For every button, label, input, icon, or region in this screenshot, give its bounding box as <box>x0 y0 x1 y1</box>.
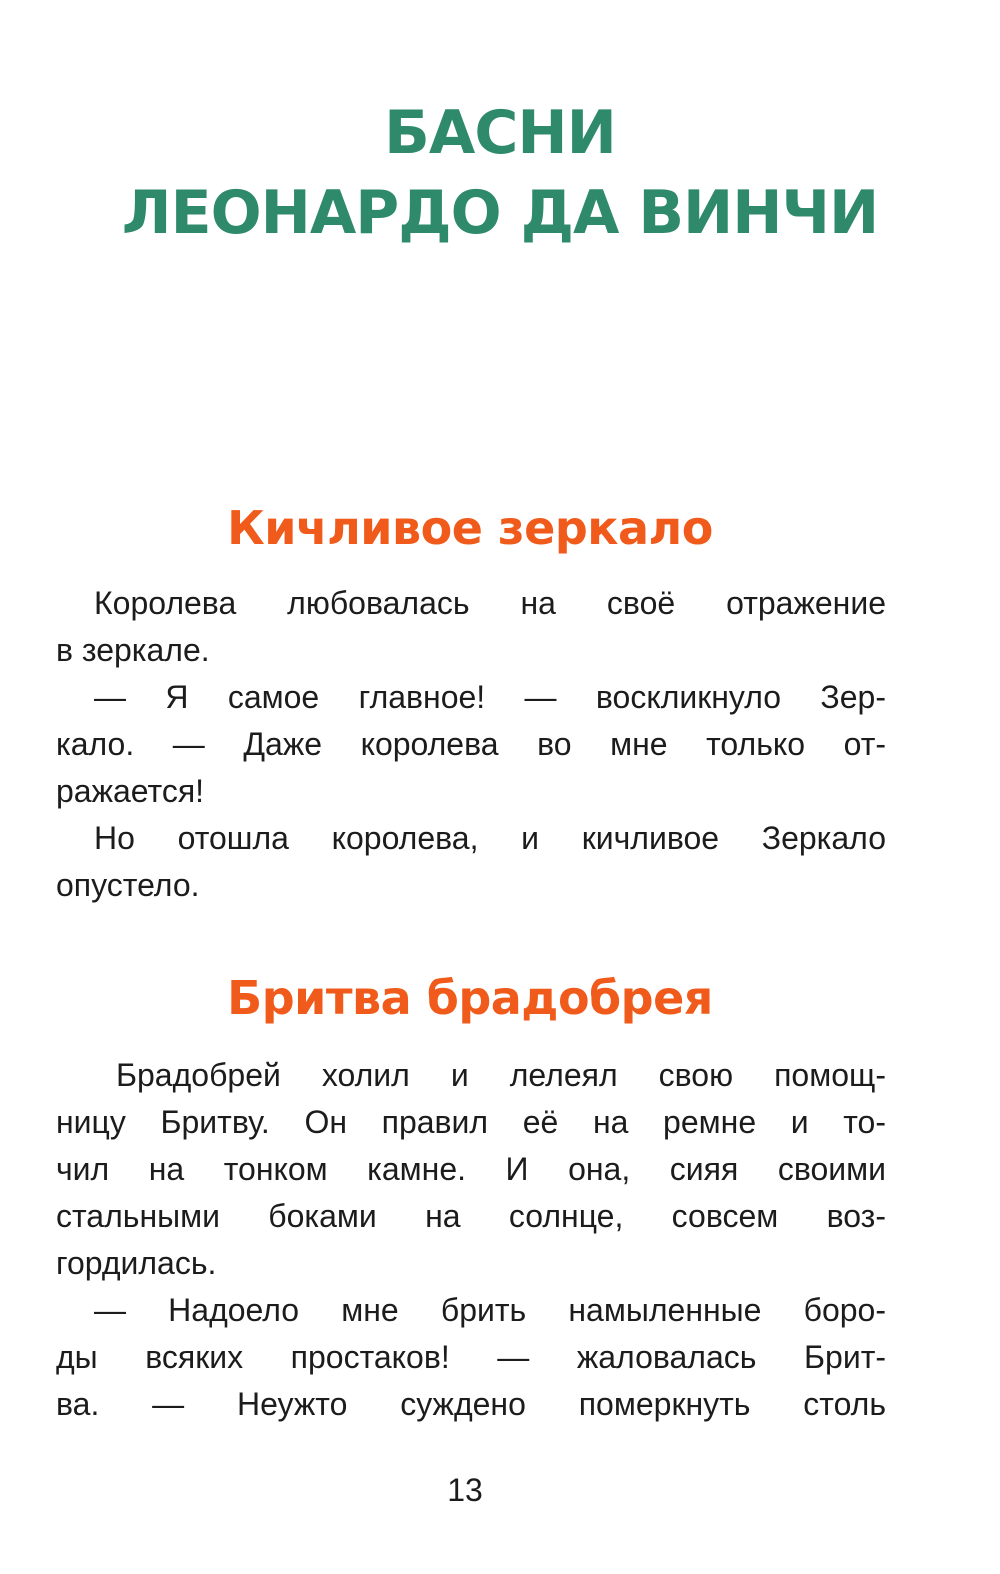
text-line: гордилась. <box>56 1245 217 1281</box>
fable-2-text <box>56 1052 886 1428</box>
text-line: — Я самое главное! — воскликнуло Зер- <box>94 679 886 715</box>
text-line: ницу Бритву. Он правил её на ремне и то- <box>56 1104 886 1140</box>
fable-2-title: Бритва брадобрея <box>227 971 713 1025</box>
book-title-line-2: ЛЕОНАРДО ДА ВИНЧИ <box>121 178 879 248</box>
text-line: Но отошла королева, и кичливое Зеркало <box>94 820 886 856</box>
fable-1-text <box>56 580 886 909</box>
text-line: опустело. <box>56 867 200 903</box>
page-number: 13 <box>447 1472 483 1508</box>
text-line: Брадобрей холил и лелеял свою помощ- <box>116 1057 886 1093</box>
fable-1-title: Кичливое зеркало <box>227 501 713 555</box>
text-line: ражается! <box>56 773 205 809</box>
text-line: ва. — Неужто суждено померкнуть столь <box>56 1386 886 1422</box>
text-line: в зеркале. <box>56 632 210 668</box>
book-title-line-1: БАСНИ <box>384 98 616 168</box>
text-line: Королева любовалась на своё отражение <box>94 585 886 621</box>
text-line: стальными боками на солнце, совсем воз- <box>56 1198 886 1234</box>
text-line: кало. — Даже королева во мне только от- <box>56 726 886 762</box>
text-line: — Надоело мне брить намыленные боро- <box>94 1292 886 1328</box>
text-line: ды всяких простаков! — жаловалась Брит- <box>56 1339 886 1375</box>
text-line: чил на тонком камне. И она, сияя своими <box>56 1151 886 1187</box>
